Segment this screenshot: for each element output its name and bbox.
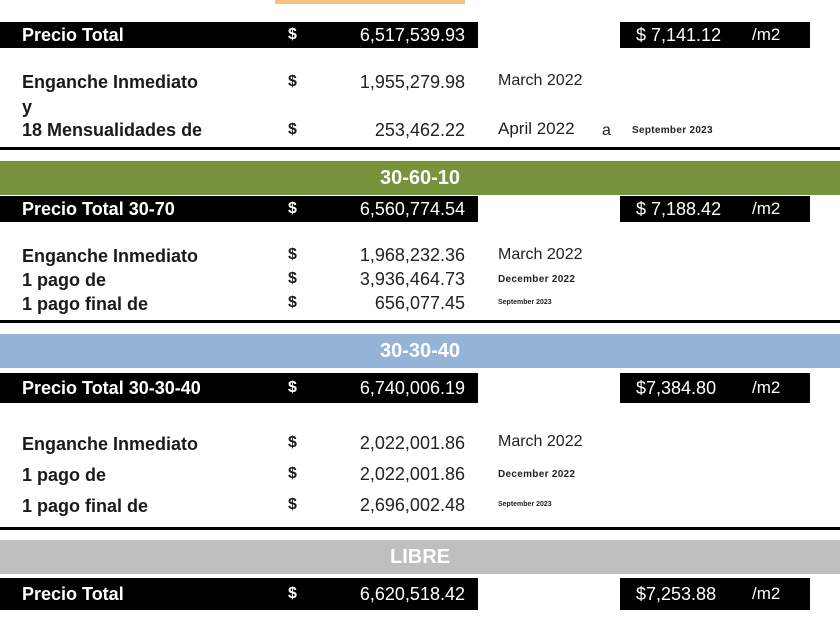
precio-total-value: 6,740,006.19 (359, 378, 465, 398)
plan-band-30-30-40: 30-30-40 (0, 334, 840, 368)
row-label: 18 Mensualidades de (22, 120, 203, 140)
precio-total-label: Precio Total 30-70 (22, 199, 175, 219)
currency-sign: $ (288, 496, 297, 513)
section-divider (0, 527, 840, 530)
price-per-m2-unit: /m2 (752, 199, 781, 218)
row-date: April 2022 (498, 119, 575, 138)
currency-sign: $ (288, 465, 297, 482)
row-date: March 2022 (498, 433, 583, 450)
row-label: y (22, 97, 33, 117)
currency-sign: $ (288, 26, 297, 43)
row-value: 253,462.22 (374, 120, 465, 140)
row-label: 1 pago final de (22, 294, 149, 314)
row-label: 1 pago de (22, 270, 107, 290)
row-date-end: September 2023 (632, 125, 713, 136)
row-date: December 2022 (498, 274, 576, 285)
price-per-m2-unit: /m2 (752, 378, 781, 397)
currency-sign: $ (288, 246, 297, 263)
currency-sign: $ (288, 434, 297, 451)
currency-sign: $ (288, 379, 297, 396)
row-label: 1 pago final de (22, 496, 149, 516)
section-divider (0, 320, 840, 323)
row-date: March 2022 (498, 72, 583, 89)
currency-sign: $ (288, 270, 297, 287)
section-divider (0, 147, 840, 150)
row-date: March 2022 (498, 246, 583, 263)
precio-total-label: Precio Total (22, 25, 124, 45)
price-per-m2-unit: /m2 (752, 25, 781, 44)
precio-total-value: 6,517,539.93 (359, 25, 465, 45)
price-per-m2-value: $ 7,141.12 (636, 25, 722, 45)
row-label: Enganche Inmediato (22, 246, 199, 266)
price-per-m2-unit: /m2 (752, 584, 781, 603)
row-label: Enganche Inmediato (22, 72, 199, 92)
precio-total-label: Precio Total (22, 584, 124, 604)
precio-total-value: 6,560,774.54 (359, 199, 465, 219)
precio-total-value: 6,620,518.42 (359, 584, 465, 604)
row-value: 1,955,279.98 (359, 72, 465, 92)
row-value: 1,968,232.36 (359, 245, 465, 265)
price-per-m2-value: $7,384.80 (636, 378, 717, 398)
row-label: 1 pago de (22, 465, 107, 485)
row-value: 656,077.45 (374, 293, 465, 313)
header-cell-edge (275, 0, 465, 4)
currency-sign: $ (288, 585, 297, 602)
currency-sign: $ (288, 121, 297, 138)
plan-band-libre: LIBRE (0, 540, 840, 574)
row-label: Enganche Inmediato (22, 434, 199, 454)
row-date: December 2022 (498, 469, 576, 480)
plan-band-30-60-10: 30-60-10 (0, 161, 840, 195)
row-value: 2,022,001.86 (359, 433, 465, 453)
currency-sign: $ (288, 294, 297, 311)
row-value: 3,936,464.73 (359, 269, 465, 289)
row-date: September 2023 (498, 299, 552, 306)
currency-sign: $ (288, 200, 297, 217)
row-value: 2,022,001.86 (359, 464, 465, 484)
precio-total-label: Precio Total 30-30-40 (22, 378, 201, 398)
row-date-separator: a (602, 122, 611, 139)
currency-sign: $ (288, 73, 297, 90)
row-value: 2,696,002.48 (359, 495, 465, 515)
price-per-m2-value: $7,253.88 (636, 584, 717, 604)
price-per-m2-value: $ 7,188.42 (636, 199, 722, 219)
row-date: September 2023 (498, 501, 552, 508)
